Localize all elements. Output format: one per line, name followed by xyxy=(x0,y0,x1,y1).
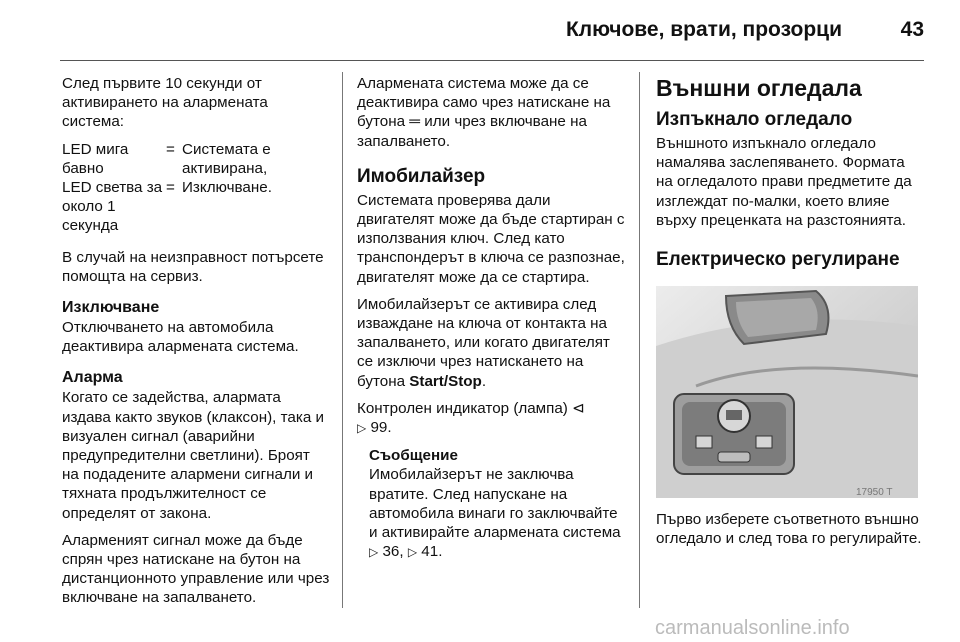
column-1 xyxy=(62,74,330,616)
indicator-ref: 99. xyxy=(370,419,392,437)
column-2 xyxy=(357,74,627,562)
page-number: 43 xyxy=(900,18,924,41)
immobiliser-heading: Имобилайзер xyxy=(357,165,486,187)
column-divider-2 xyxy=(639,72,640,608)
mirror-control-illustration xyxy=(656,286,918,498)
off-text: Отключването на автомобила деактивира алармената система. xyxy=(62,319,299,356)
image-code: 17950 T xyxy=(856,487,893,499)
led-row-2 xyxy=(62,178,330,236)
remote-button-icon: ═ xyxy=(409,113,421,131)
deactivate-text-b: или чрез включване на запалването. xyxy=(357,113,587,150)
convex-text: Външното изпъкнало огледало намалява заслепяването. Формата на огледалото прави предметите да изглеждат по-малки, което влияе върху преценката на разстоянията. xyxy=(656,135,912,229)
immobiliser-text-2a: Имобилайзерът се активира след изваждане на ключа от контакта на запалването, или когато двигателят се изключи чрез натискането на бутона xyxy=(357,295,610,390)
led-state: LED светва за около 1 секунда xyxy=(62,179,163,235)
malfunction-text: В случай на неизправност потърсете помощта на сервиз. xyxy=(62,248,324,285)
reference-arrow-icon: ▷ xyxy=(369,545,379,560)
note-ref-2: 41. xyxy=(421,543,443,561)
instruction-text: Първо изберете съответното външно огледало и след това го регулирайте. xyxy=(656,511,922,548)
intro-text: След първите 10 секунди от активирането на алармената система: xyxy=(62,75,268,131)
note-ref-1: 36, xyxy=(382,543,404,561)
convex-heading: Изпъкнало огледало xyxy=(656,109,853,130)
column-3 xyxy=(656,74,924,556)
led-equals: = xyxy=(166,179,175,197)
header-divider xyxy=(60,60,924,61)
start-stop-label: Start/Stop xyxy=(409,372,482,390)
page-title: Ключове, врати, прозорци xyxy=(565,18,842,41)
deactivate-text xyxy=(357,74,627,151)
reference-arrow-icon: ▷ xyxy=(407,545,418,560)
indicator-label: Контролен индикатор (лампа) xyxy=(357,399,568,417)
indicator-text xyxy=(357,399,627,438)
page-header xyxy=(0,0,960,60)
key-warning-icon: ⊲ xyxy=(572,399,585,417)
led-meaning: Системата е активирана, xyxy=(182,140,271,177)
note-text xyxy=(369,465,627,562)
immobiliser-text: Системата проверява дали двигателят може да бъде стартиран с използвания ключ. След като транспондерът в ключа се разпознае, двигателят може да се стартира. xyxy=(357,191,625,286)
note-box xyxy=(369,446,627,562)
note-heading: Съобщение xyxy=(369,447,458,465)
electric-heading: Електрическо регулиране xyxy=(656,249,900,271)
reference-arrow-icon: ▷ xyxy=(357,421,367,436)
alarm-stop-text: Алармeният сигнал може да бъде спрян чрез натискане на бутон на дистанционното управление или чрез включване на запалването. xyxy=(62,531,330,607)
led-meaning: Изключване. xyxy=(182,179,272,197)
watermark: carmanualsonline.info xyxy=(655,617,850,639)
alarm-text: Когато се задейства, алармата издава както звуков (клаксон), така и визуален сигнал (аварийни предупредителни светлини). Броят на подадените алармени сигнали и тяхната продължителност се определят от закона. xyxy=(62,389,324,522)
mirror-illustration-svg xyxy=(656,286,918,498)
led-row-1 xyxy=(62,140,330,178)
note-body: Имобилайзерът не заключва вратите. След напускане на автомобила винаги го заключвайте и активирайте алармената система xyxy=(369,466,621,542)
led-state: LED мига бавно xyxy=(62,140,129,177)
immobiliser-text-2: Имобилайзерът се активира след изваждане на ключа от контакта на запалването, или когато двигателят се изключи чрез натискането на бутона Start/Stop. xyxy=(357,295,610,390)
section-title: Външни огледала xyxy=(656,75,862,101)
off-heading: Изключване xyxy=(62,299,160,317)
led-equals: = xyxy=(166,140,175,158)
column-divider-1 xyxy=(342,72,343,608)
deactivate-text-a: Алармената система може да се деактивира само чрез натискане на бутона xyxy=(357,75,611,131)
alarm-heading: Аларма xyxy=(62,369,123,387)
